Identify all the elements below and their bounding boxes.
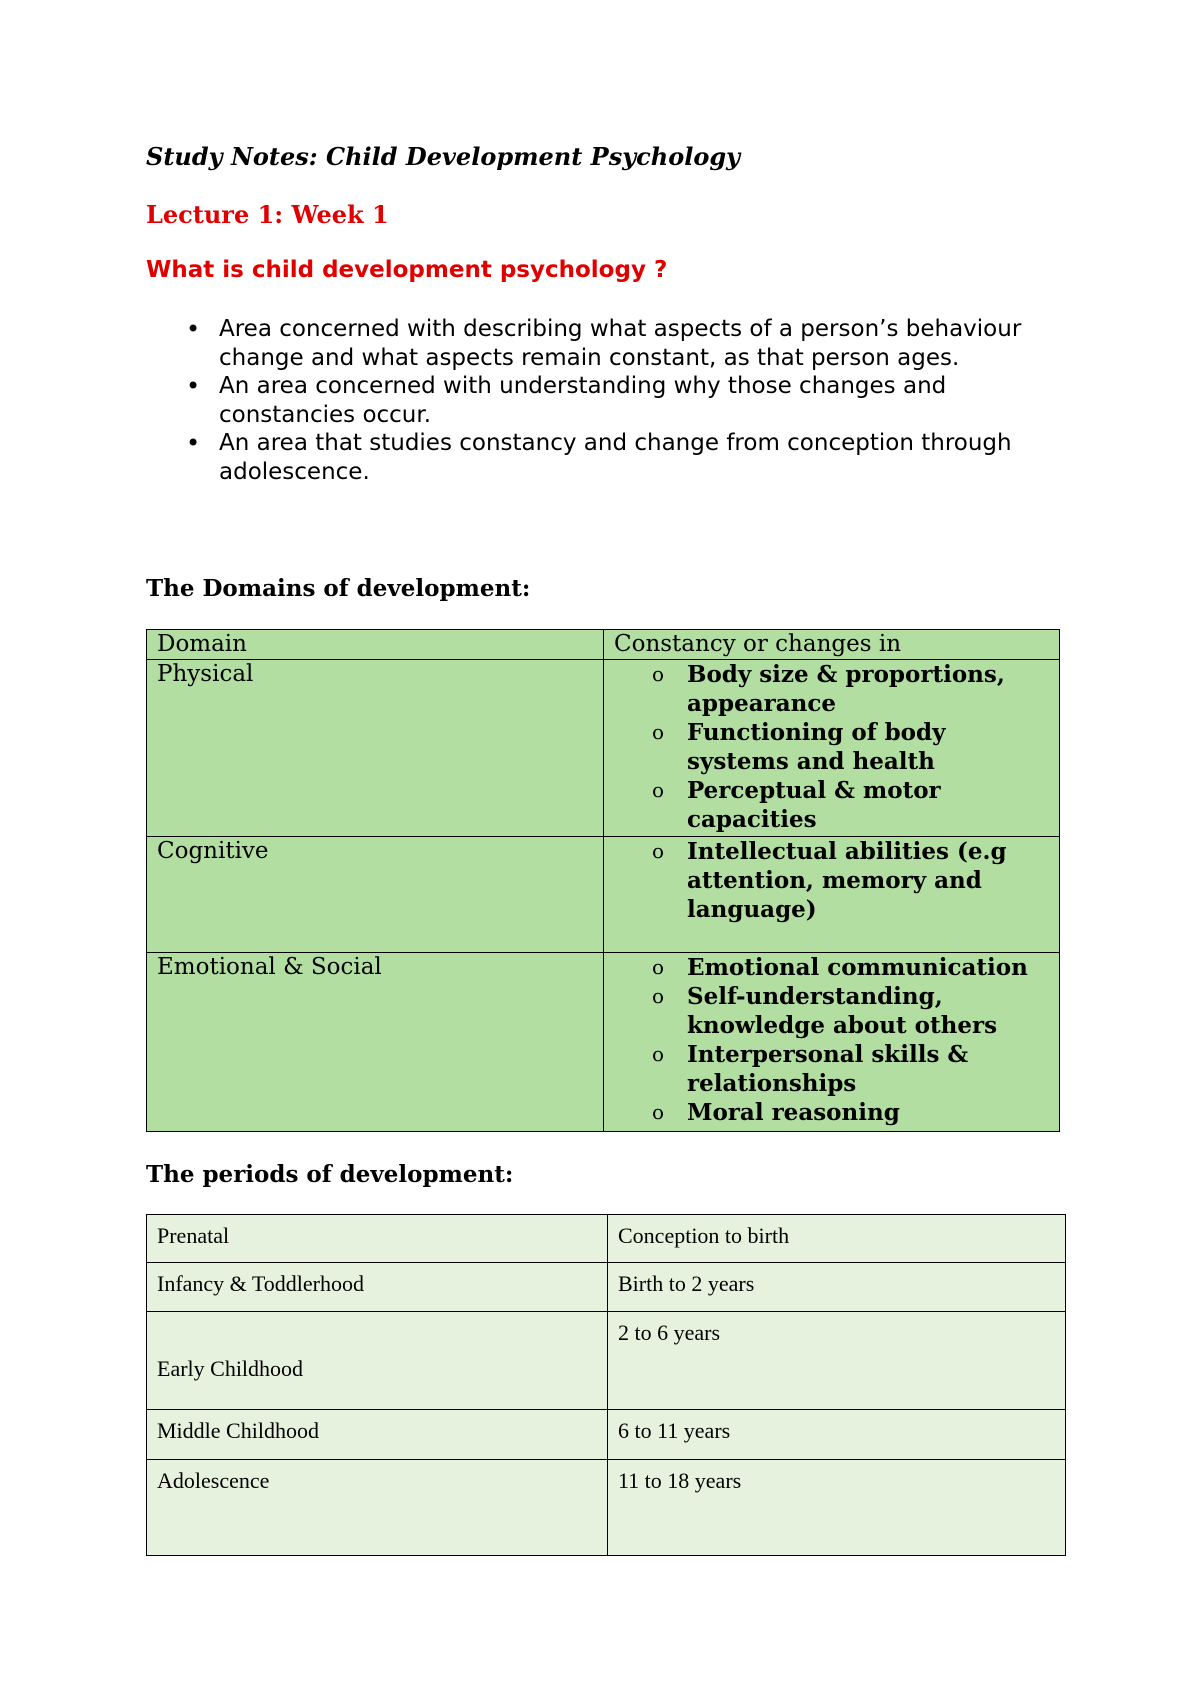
list-item: o Moral reasoning (614, 1098, 1049, 1127)
list-item: o Self-understanding, knowledge about others (614, 982, 1049, 1040)
list-item: o Perceptual & motor capacities (614, 776, 1049, 834)
table-row (147, 1215, 1066, 1263)
list-item: o Intellectual abilities (e.g attention, memory and language) (614, 837, 1049, 924)
period-cell: Infancy & Toddlerhood (147, 1263, 608, 1312)
range-cell: 2 to 6 years (608, 1312, 1066, 1410)
changes-cell (604, 660, 1060, 837)
list-item: o Emotional communication (614, 953, 1049, 982)
definition-list (146, 315, 1026, 486)
table-header-cell: Constancy or changes in (604, 630, 1060, 660)
table-row (147, 1410, 1066, 1460)
table-row (147, 837, 1060, 953)
changes-list (614, 837, 1049, 924)
table-row (147, 660, 1060, 837)
list-item: o Functioning of body systems and health (614, 718, 1049, 776)
list-item: • An area concerned with understanding why those changes and constancies occur. (146, 372, 1026, 429)
periods-heading: The periods of development: (146, 1161, 514, 1188)
range-cell: 11 to 18 years (608, 1460, 1066, 1556)
domains-table (146, 629, 1060, 1132)
list-item: o Interpersonal skills & relationships (614, 1040, 1049, 1098)
domains-heading: The Domains of development: (146, 575, 531, 602)
range-cell: 6 to 11 years (608, 1410, 1066, 1460)
document-title: Study Notes: Child Development Psychology (146, 142, 741, 171)
table-header-cell: Domain (147, 630, 604, 660)
changes-cell (604, 953, 1060, 1132)
range-cell: Conception to birth (608, 1215, 1066, 1263)
table-row (147, 1312, 1066, 1410)
changes-cell (604, 837, 1060, 953)
period-cell: Adolescence (147, 1460, 608, 1556)
changes-list (614, 660, 1049, 834)
table-row (147, 1460, 1066, 1556)
domain-cell: Physical (147, 660, 604, 837)
periods-table (146, 1214, 1066, 1556)
changes-list (614, 953, 1049, 1127)
list-item: • An area that studies constancy and change from conception through adolescence. (146, 429, 1026, 486)
table-row (147, 1263, 1066, 1312)
list-item: o Body size & proportions, appearance (614, 660, 1049, 718)
period-cell: Early Childhood (147, 1312, 608, 1410)
table-header-row (147, 630, 1060, 660)
list-item: • Area concerned with describing what aspects of a person’s behaviour change and what aspects remain constant, as that person ages. (146, 315, 1026, 372)
lecture-heading: Lecture 1: Week 1 (146, 200, 389, 229)
range-cell: Birth to 2 years (608, 1263, 1066, 1312)
period-cell: Middle Childhood (147, 1410, 608, 1460)
domain-cell: Emotional & Social (147, 953, 604, 1132)
period-cell: Prenatal (147, 1215, 608, 1263)
domain-cell: Cognitive (147, 837, 604, 953)
question-heading: What is child development psychology ? (146, 257, 668, 283)
table-row (147, 953, 1060, 1132)
